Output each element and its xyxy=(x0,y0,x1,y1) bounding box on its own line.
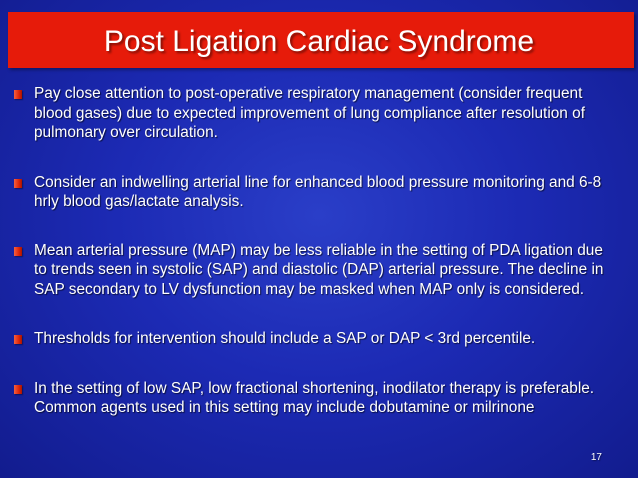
page-number: 17 xyxy=(590,452,602,463)
bullet-list xyxy=(14,84,614,418)
bullet-text: Mean arterial pressure (MAP) may be less reliable in the setting of PDA ligation due to trends seen in systolic (SAP) and diastolic (DAP) arterial pressure. The decline in SAP secondary to LV dysfunction may be masked when MAP only is considered. xyxy=(34,241,604,298)
bullet-item xyxy=(14,84,614,143)
bullet-text: Consider an indwelling arterial line for enhanced blood pressure monitoring and 6-8 hrly blood gas/lactate analysis. xyxy=(34,173,602,210)
square-bullet-icon xyxy=(14,335,22,344)
square-bullet-icon xyxy=(14,90,22,99)
bullet-item xyxy=(14,173,614,212)
square-bullet-icon xyxy=(14,385,22,394)
slide-title: Post Ligation Cardiac Syndrome xyxy=(103,25,535,58)
bullet-item xyxy=(14,329,614,349)
square-bullet-icon xyxy=(14,247,22,256)
bullet-item xyxy=(14,241,614,300)
bullet-item xyxy=(14,379,614,418)
square-bullet-icon xyxy=(14,179,22,188)
bullet-text: In the setting of low SAP, low fractional shortening, inodilator therapy is preferable. Common agents used in this setting may include dobutamine or milrinone xyxy=(34,379,595,416)
bullet-text: Pay close attention to post-operative respiratory management (consider frequent blood gases) due to expected improvement of lung compliance after resolution of pulmonary over circulation. xyxy=(34,85,585,141)
bullet-text: Thresholds for intervention should include a SAP or DAP < 3rd percentile. xyxy=(34,330,536,347)
